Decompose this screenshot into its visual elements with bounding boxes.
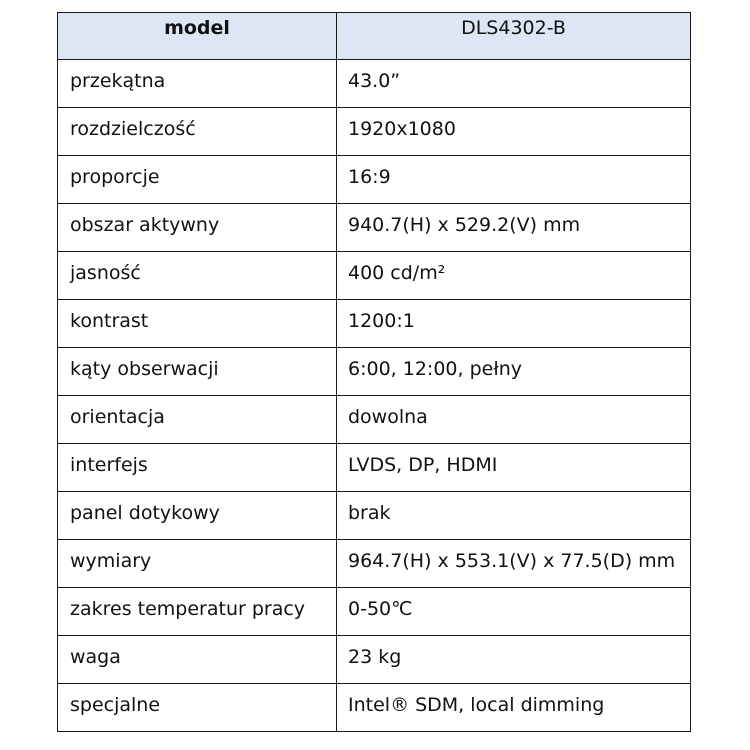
row-value: 23 kg: [337, 636, 691, 684]
table-row: [58, 252, 691, 300]
table-row: [58, 60, 691, 108]
row-label: waga: [58, 636, 337, 684]
row-label: specjalne: [58, 684, 337, 732]
row-value: 964.7(H) x 553.1(V) x 77.5(D) mm: [337, 540, 691, 588]
row-value: dowolna: [337, 396, 691, 444]
table-header-row: [58, 13, 691, 60]
row-label: panel dotykowy: [58, 492, 337, 540]
row-value: 1200:1: [337, 300, 691, 348]
table-row: [58, 588, 691, 636]
row-label: obszar aktywny: [58, 204, 337, 252]
row-label: proporcje: [58, 156, 337, 204]
row-value: Intel® SDM, local dimming: [337, 684, 691, 732]
row-label: wymiary: [58, 540, 337, 588]
table-row: [58, 540, 691, 588]
row-label: interfejs: [58, 444, 337, 492]
table-row: [58, 684, 691, 732]
row-value: 0-50℃: [337, 588, 691, 636]
row-value: brak: [337, 492, 691, 540]
row-label: rozdzielczość: [58, 108, 337, 156]
row-label: przekątna: [58, 60, 337, 108]
row-value: 43.0”: [337, 60, 691, 108]
header-label-cell: model: [58, 13, 337, 60]
table-row: [58, 636, 691, 684]
table-row: [58, 156, 691, 204]
header-value-cell: DLS4302-B: [337, 13, 691, 60]
row-value: 1920x1080: [337, 108, 691, 156]
table-row: [58, 300, 691, 348]
row-label: kąty obserwacji: [58, 348, 337, 396]
spec-table: [57, 12, 691, 732]
table-row: [58, 396, 691, 444]
row-value: 6:00, 12:00, pełny: [337, 348, 691, 396]
row-value: LVDS, DP, HDMI: [337, 444, 691, 492]
row-value: 400 cd/m²: [337, 252, 691, 300]
table-row: [58, 108, 691, 156]
row-label: kontrast: [58, 300, 337, 348]
table-row: [58, 348, 691, 396]
table-row: [58, 492, 691, 540]
row-label: orientacja: [58, 396, 337, 444]
row-label: jasność: [58, 252, 337, 300]
row-label: zakres temperatur pracy: [58, 588, 337, 636]
table-row: [58, 204, 691, 252]
row-value: 940.7(H) x 529.2(V) mm: [337, 204, 691, 252]
row-value: 16:9: [337, 156, 691, 204]
table-row: [58, 444, 691, 492]
